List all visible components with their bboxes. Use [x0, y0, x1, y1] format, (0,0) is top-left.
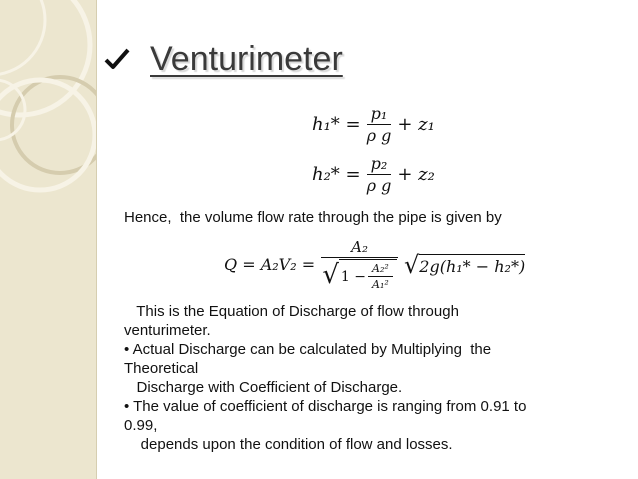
- discharge-equation: [224, 238, 525, 291]
- discharge-denominator: [322, 258, 396, 291]
- body-line-7: 0.99,: [124, 417, 158, 434]
- decorative-circles: [0, 0, 96, 479]
- decorative-sidebar: [0, 0, 96, 479]
- eq2-lhs: h₂* =: [312, 164, 361, 185]
- discharge-fraction: [321, 238, 398, 291]
- equation-head-1: [312, 104, 435, 145]
- area-ratio-den: A₁²: [372, 278, 389, 291]
- sqrt-radicand: [339, 259, 397, 291]
- eq2-fraction: [367, 154, 392, 195]
- area-ratio-num: A₂²: [368, 262, 393, 277]
- sidebar-divider: [96, 0, 97, 479]
- sqrt-sign-icon: √: [403, 250, 420, 279]
- one-minus: 1 −: [340, 268, 366, 285]
- body-line-4: Theoretical: [124, 360, 199, 377]
- second-root: [404, 251, 525, 279]
- body-line-3: • Actual Discharge can be calculated by Multiplying the: [124, 341, 492, 358]
- intro-text: Hence, the volume flow rate through the pipe is given by: [124, 209, 502, 226]
- title-row: [104, 34, 343, 84]
- discharge-numerator: A₂: [321, 238, 398, 258]
- eq1-tail: + z₁: [397, 114, 435, 135]
- eq1-lhs: h₁* =: [312, 114, 361, 135]
- eq1-denominator: ρ g: [366, 126, 392, 145]
- discharge-lhs: Q = A₂V₂ =: [224, 255, 316, 274]
- eq1-fraction: [367, 104, 392, 145]
- body-line-8: depends upon the condition of flow and losses.: [124, 436, 453, 453]
- equation-head-2: [312, 154, 435, 195]
- eq2-tail: + z₂: [397, 164, 435, 185]
- body-line-2: venturimeter.: [124, 322, 211, 339]
- body-line-6: • The value of coefficient of discharge is ranging from 0.91 to: [124, 398, 527, 415]
- eq2-numerator: p₂: [367, 154, 392, 175]
- eq1-numerator: p₁: [367, 104, 392, 125]
- body-line-5: Discharge with Coefficient of Discharge.: [124, 379, 403, 396]
- second-root-radicand: 2g(h₁* − h₂*): [419, 254, 525, 276]
- eq2-denominator: ρ g: [366, 176, 392, 195]
- sqrt-sign-icon: √: [322, 260, 339, 290]
- checkmark-icon: [104, 46, 130, 72]
- slide-title: Venturimeter: [150, 39, 343, 78]
- area-ratio: [368, 262, 393, 291]
- body-line-1: This is the Equation of Discharge of flow through: [124, 303, 459, 320]
